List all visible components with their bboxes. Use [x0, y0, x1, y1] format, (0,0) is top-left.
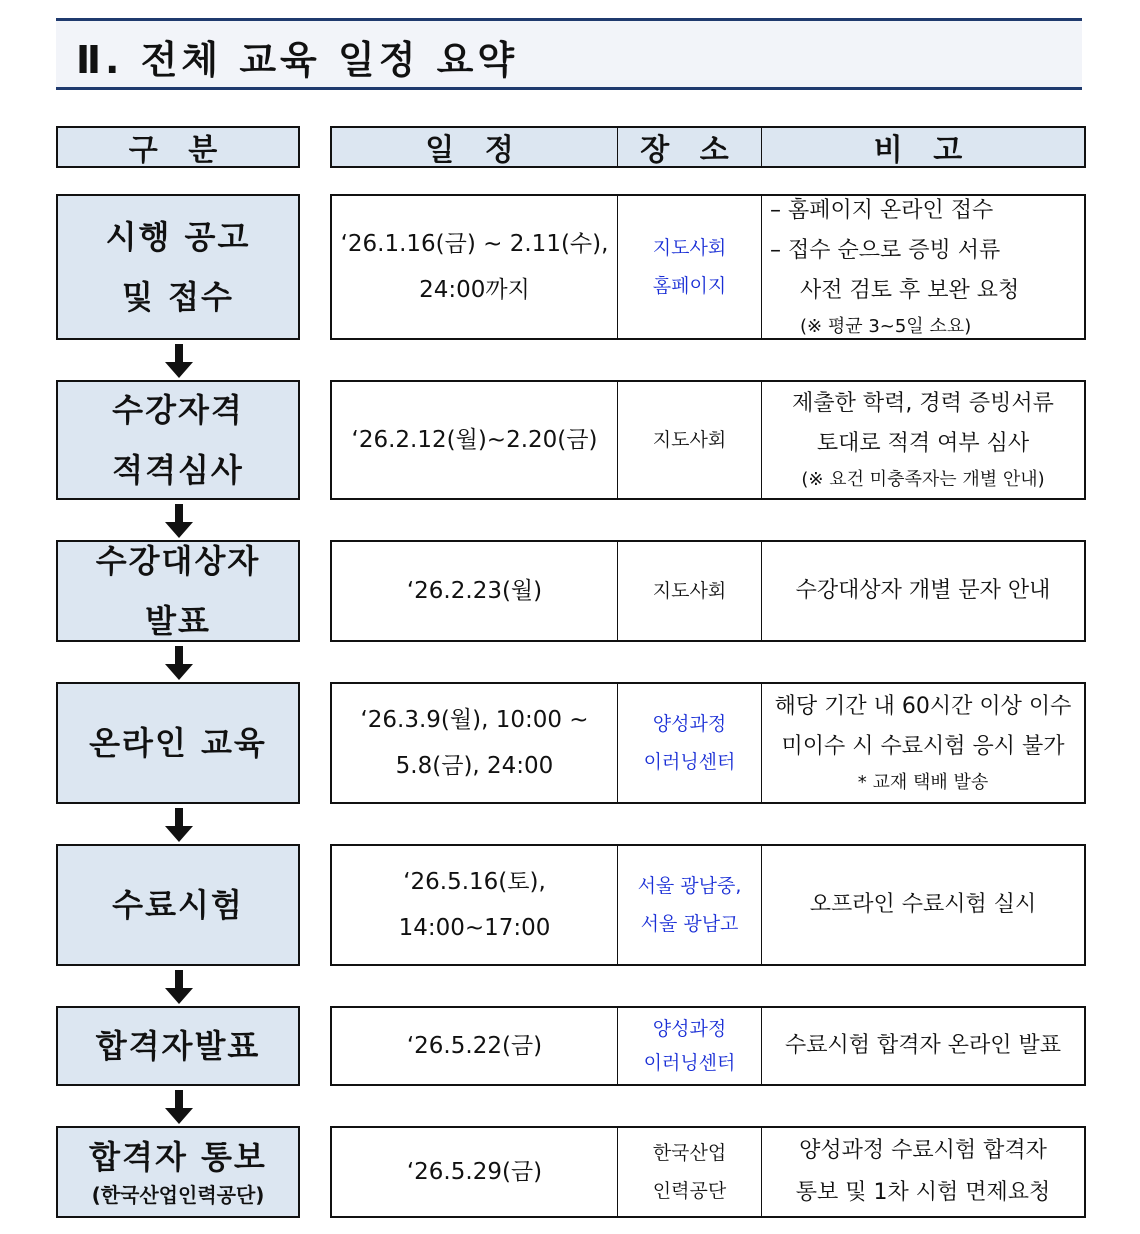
- schedule-text: 14:00~17:00: [398, 915, 551, 941]
- stage-label: 수료시험: [112, 886, 244, 924]
- table-row: [330, 540, 1086, 642]
- note-cell: [762, 382, 1084, 498]
- header-schedule: 일 정: [425, 133, 524, 168]
- note-text: – 접수 순으로 증빙 서류: [770, 238, 1001, 263]
- stage-box-announcement-of-trainees: [56, 540, 300, 642]
- note-text: 해당 기간 내 60시간 이상 이수: [774, 694, 1072, 719]
- table-row: [330, 380, 1086, 500]
- place-text: 서울 광남중,: [637, 875, 742, 897]
- place-cell: [617, 1008, 762, 1084]
- schedule-text: 5.8(금), 24:00: [395, 753, 554, 779]
- schedule-cell: [332, 196, 617, 338]
- stage-box-announcement: [56, 194, 300, 340]
- table-row: [330, 844, 1086, 966]
- stage-box-pass-notification: [56, 1126, 300, 1218]
- schedule-cell: [332, 1128, 617, 1216]
- schedule-cell: [332, 1008, 617, 1084]
- header-note: 비 고: [873, 133, 973, 168]
- stage-label: 수강대상자: [95, 542, 261, 580]
- place-cell: [617, 196, 762, 338]
- down-arrow-icon: [165, 344, 193, 378]
- note-cell: [762, 1008, 1084, 1084]
- note-text: – 홈페이지 온라인 접수: [770, 198, 994, 223]
- down-arrow-icon: [165, 970, 193, 1004]
- down-arrow-icon: [165, 1090, 193, 1124]
- schedule-text: ‘26.5.16(토),: [403, 869, 546, 895]
- note-text: 수강대상자 개별 문자 안내: [795, 578, 1051, 603]
- header-table: [330, 126, 1086, 168]
- section-title: Ⅱ. 전체 교육 일정 요약: [76, 38, 519, 82]
- down-arrow-icon: [165, 646, 193, 680]
- stage-label: 및 접수: [122, 278, 234, 316]
- place-text: 지도사회: [652, 580, 727, 602]
- schedule-text: ‘26.2.23(월): [406, 578, 543, 604]
- schedule-cell: [332, 684, 617, 802]
- place-text: 이러닝센터: [643, 751, 736, 773]
- stage-label: (한국산업인력공단): [91, 1183, 265, 1207]
- stage-label: 발표: [145, 602, 211, 640]
- place-cell: [617, 846, 762, 964]
- schedule-text: ‘26.5.22(금): [406, 1033, 543, 1059]
- note-text: 사전 검토 후 보완 요청: [800, 278, 1020, 303]
- stage-label: 수강자격: [112, 391, 244, 429]
- stage-box-eligibility: [56, 380, 300, 500]
- note-text: 토대로 적격 여부 심사: [816, 431, 1030, 456]
- place-text: 한국산업: [652, 1142, 727, 1164]
- stage-box-online-education: [56, 682, 300, 804]
- table-row: [330, 682, 1086, 804]
- schedule-text: ‘26.5.29(금): [406, 1159, 543, 1185]
- note-cell: [762, 684, 1084, 802]
- table-row: [330, 194, 1086, 340]
- stage-label: 적격심사: [112, 451, 244, 489]
- note-text: 미이수 시 수료시험 응시 불가: [781, 734, 1065, 759]
- note-cell: [762, 542, 1084, 640]
- note-text: 통보 및 1차 시험 면제요청: [795, 1180, 1051, 1205]
- stage-label: 온라인 교육: [89, 724, 267, 762]
- section-title-bar: [56, 18, 1082, 90]
- place-cell: [617, 382, 762, 498]
- place-text: 양성과정: [652, 713, 727, 735]
- stage-label: 합격자 통보: [89, 1138, 267, 1176]
- table-row: [330, 1126, 1086, 1218]
- note-cell: [762, 1128, 1084, 1216]
- header-place: 장 소: [617, 128, 762, 166]
- schedule-cell: [332, 542, 617, 640]
- note-cell: [762, 196, 1084, 338]
- down-arrow-icon: [165, 808, 193, 842]
- schedule-text: 24:00까지: [419, 277, 530, 303]
- note-text: (※ 요건 미충족자는 개별 안내): [801, 469, 1045, 490]
- stage-label: 합격자발표: [95, 1027, 261, 1065]
- place-text: 인력공단: [652, 1180, 727, 1202]
- stage-box-pass-announcement: [56, 1006, 300, 1086]
- note-text: (※ 평균 3~5일 소요): [800, 316, 972, 337]
- place-cell: [617, 1128, 762, 1216]
- schedule-cell: [332, 846, 617, 964]
- note-text: 오프라인 수료시험 실시: [809, 892, 1037, 917]
- place-text: 서울 광남고: [640, 913, 739, 935]
- place-cell: [617, 542, 762, 640]
- place-cell: [617, 684, 762, 802]
- header-stage: 구 분: [56, 126, 300, 168]
- place-text: 양성과정: [652, 1018, 727, 1040]
- schedule-text: ‘26.2.12(월)~2.20(금): [351, 427, 598, 453]
- schedule-cell: [332, 382, 617, 498]
- stage-box-completion-exam: [56, 844, 300, 966]
- schedule-text: ‘26.3.9(월), 10:00 ~: [360, 707, 589, 733]
- stage-label: 시행 공고: [105, 218, 251, 256]
- table-row: [330, 1006, 1086, 1086]
- schedule-text: ‘26.1.16(금) ~ 2.11(수),: [340, 231, 609, 257]
- note-text: 제출한 학력, 경력 증빙서류: [792, 391, 1054, 416]
- place-text: 지도사회: [652, 429, 727, 451]
- note-text: * 교재 택배 발송: [857, 772, 989, 793]
- place-text: 지도사회: [652, 237, 727, 259]
- note-text: 양성과정 수료시험 합격자: [799, 1138, 1047, 1163]
- place-text: 홈페이지: [652, 275, 727, 297]
- note-text: 수료시험 합격자 온라인 발표: [784, 1033, 1061, 1058]
- place-text: 이러닝센터: [643, 1052, 736, 1074]
- note-cell: [762, 846, 1084, 964]
